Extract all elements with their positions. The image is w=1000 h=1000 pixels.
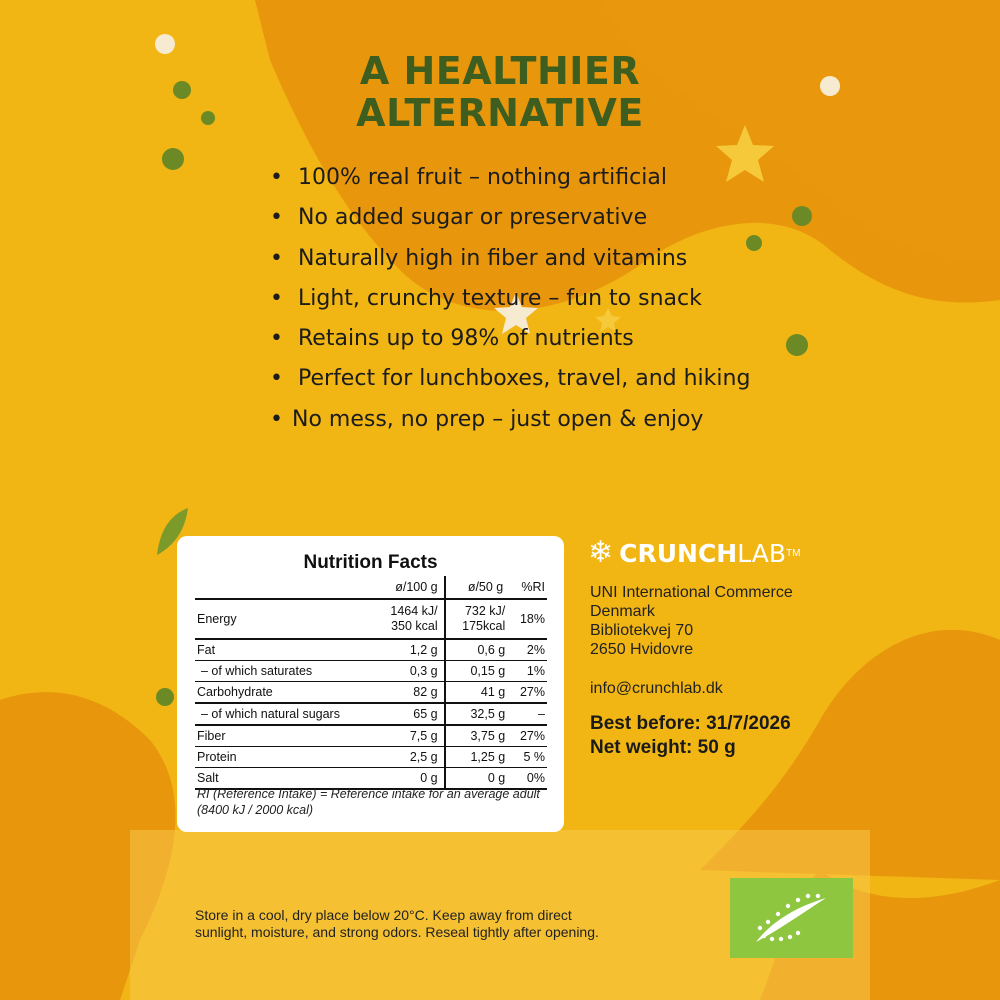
row-per50: 1,25 g [445, 747, 508, 768]
row-per100: 0,3 g [367, 661, 445, 682]
row-ri: 18% [507, 599, 547, 639]
nutrition-title: Nutrition Facts [303, 552, 438, 573]
row-per100: 82 g [367, 682, 445, 704]
white-dot [155, 34, 175, 54]
address-line: 2650 Hvidovre [590, 641, 694, 658]
benefit-text: Perfect for lunchboxes, travel, and hiking [298, 366, 751, 392]
nutrition-table [195, 576, 547, 790]
row-ri: 2% [507, 639, 547, 661]
row-ri: 27% [507, 682, 547, 704]
bullet [270, 400, 292, 440]
bullet [270, 239, 298, 279]
table-row [195, 639, 547, 661]
header-per50: ø/50 g [445, 576, 508, 599]
row-per100: 1,2 g [367, 639, 445, 661]
row-per50 [445, 599, 508, 639]
row-ri: 5 % [507, 747, 547, 768]
row-ri: 1% [507, 661, 547, 682]
brand-trademark: TM [786, 547, 801, 559]
row-per100: 2,5 g [367, 747, 445, 768]
storage-instructions: Store in a cool, dry place below 20°C. Keep away from direct sunlight, moisture, and strong odors. Reseal tightly after opening. [195, 907, 599, 940]
company-address [590, 583, 793, 659]
green-dot [201, 111, 215, 125]
header-ri: %RI [507, 576, 547, 599]
green-dot [162, 148, 184, 170]
row-per50: 3,75 g [445, 725, 508, 747]
green-dot [786, 334, 808, 356]
benefit-item [270, 158, 750, 198]
address-line: UNI International Commerce [590, 584, 793, 601]
headline [300, 50, 700, 134]
row-ri: 27% [507, 725, 547, 747]
benefit-item [270, 359, 750, 399]
per50-kj: 732 kJ/ [464, 604, 506, 618]
benefit-item [270, 239, 750, 279]
table-row [195, 682, 547, 704]
table-row [195, 725, 547, 747]
row-per50: 32,5 g [445, 703, 508, 725]
row-label: – of which natural sugars [195, 703, 367, 725]
row-per50: 0 g [445, 768, 508, 790]
green-dot [156, 688, 174, 706]
bullet [270, 279, 298, 319]
row-ri: – [507, 703, 547, 725]
brand-name-bold: CRUNCH [619, 538, 738, 568]
table-row [195, 703, 547, 725]
row-label: – of which saturates [195, 661, 367, 682]
benefit-text: Naturally high in fiber and vitamins [298, 245, 688, 271]
headline-line2: ALTERNATIVE [356, 91, 644, 135]
contact-email: info@crunchlab.dk [590, 680, 723, 697]
row-per50: 41 g [445, 682, 508, 704]
row-per100: 7,5 g [367, 725, 445, 747]
per100-kj: 1464 kJ/ [390, 604, 438, 618]
table-row [195, 747, 547, 768]
headline-line1: A HEALTHIER [359, 49, 641, 93]
best-before: Best before: 31/7/2026 [590, 713, 791, 734]
table-row [195, 661, 547, 682]
snowflake-icon: ❄ [588, 536, 614, 569]
brand-name-light: LAB [737, 538, 786, 568]
product-dates [590, 712, 791, 760]
row-label: Energy [195, 599, 367, 639]
row-ri: 0% [507, 768, 547, 790]
bullet [270, 158, 298, 198]
row-label: Fiber [195, 725, 367, 747]
row-label: Carbohydrate [195, 682, 367, 704]
bullet [270, 198, 298, 238]
benefit-item [270, 400, 750, 440]
row-per100: 0 g [367, 768, 445, 790]
net-weight: Net weight: 50 g [590, 737, 736, 758]
benefit-text: Light, crunchy texture – fun to snack [298, 285, 702, 311]
nutrition-facts-panel [177, 536, 564, 832]
address-line: Denmark [590, 603, 655, 620]
benefit-item [270, 279, 750, 319]
header-blank [195, 576, 367, 599]
brand-logo [588, 538, 800, 568]
row-per100 [367, 599, 445, 639]
per50-kcal: 175kcal [462, 619, 506, 633]
table-row [195, 599, 547, 639]
eu-organic-logo [730, 878, 853, 958]
benefit-text: No mess, no prep – just open & enjoy [292, 406, 704, 432]
header-per100: ø/100 g [367, 576, 445, 599]
row-label: Salt [195, 768, 367, 790]
row-label: Protein [195, 747, 367, 768]
benefit-text: 100% real fruit – nothing artificial [298, 165, 667, 190]
green-dot [792, 206, 812, 226]
white-dot [820, 76, 840, 96]
ri-footnote: RI (Reference Intake) = Reference intake for an average adult (8400 kJ / 2000 kcal) [197, 787, 540, 817]
benefit-text: No added sugar or preservative [298, 205, 648, 231]
address-line: Bibliotekvej 70 [590, 622, 694, 639]
bullet [270, 319, 298, 359]
row-per100: 65 g [367, 703, 445, 725]
table-header-row [195, 576, 547, 599]
per100-kcal: 350 kcal [391, 619, 438, 633]
benefits-list [270, 158, 750, 440]
green-dot [173, 81, 191, 99]
benefit-item [270, 319, 750, 359]
benefit-text: Retains up to 98% of nutrients [298, 326, 634, 352]
row-per50: 0,6 g [445, 639, 508, 661]
row-label: Fat [195, 639, 367, 661]
row-per50: 0,15 g [445, 661, 508, 682]
benefit-item [270, 198, 750, 238]
bullet [270, 359, 298, 399]
